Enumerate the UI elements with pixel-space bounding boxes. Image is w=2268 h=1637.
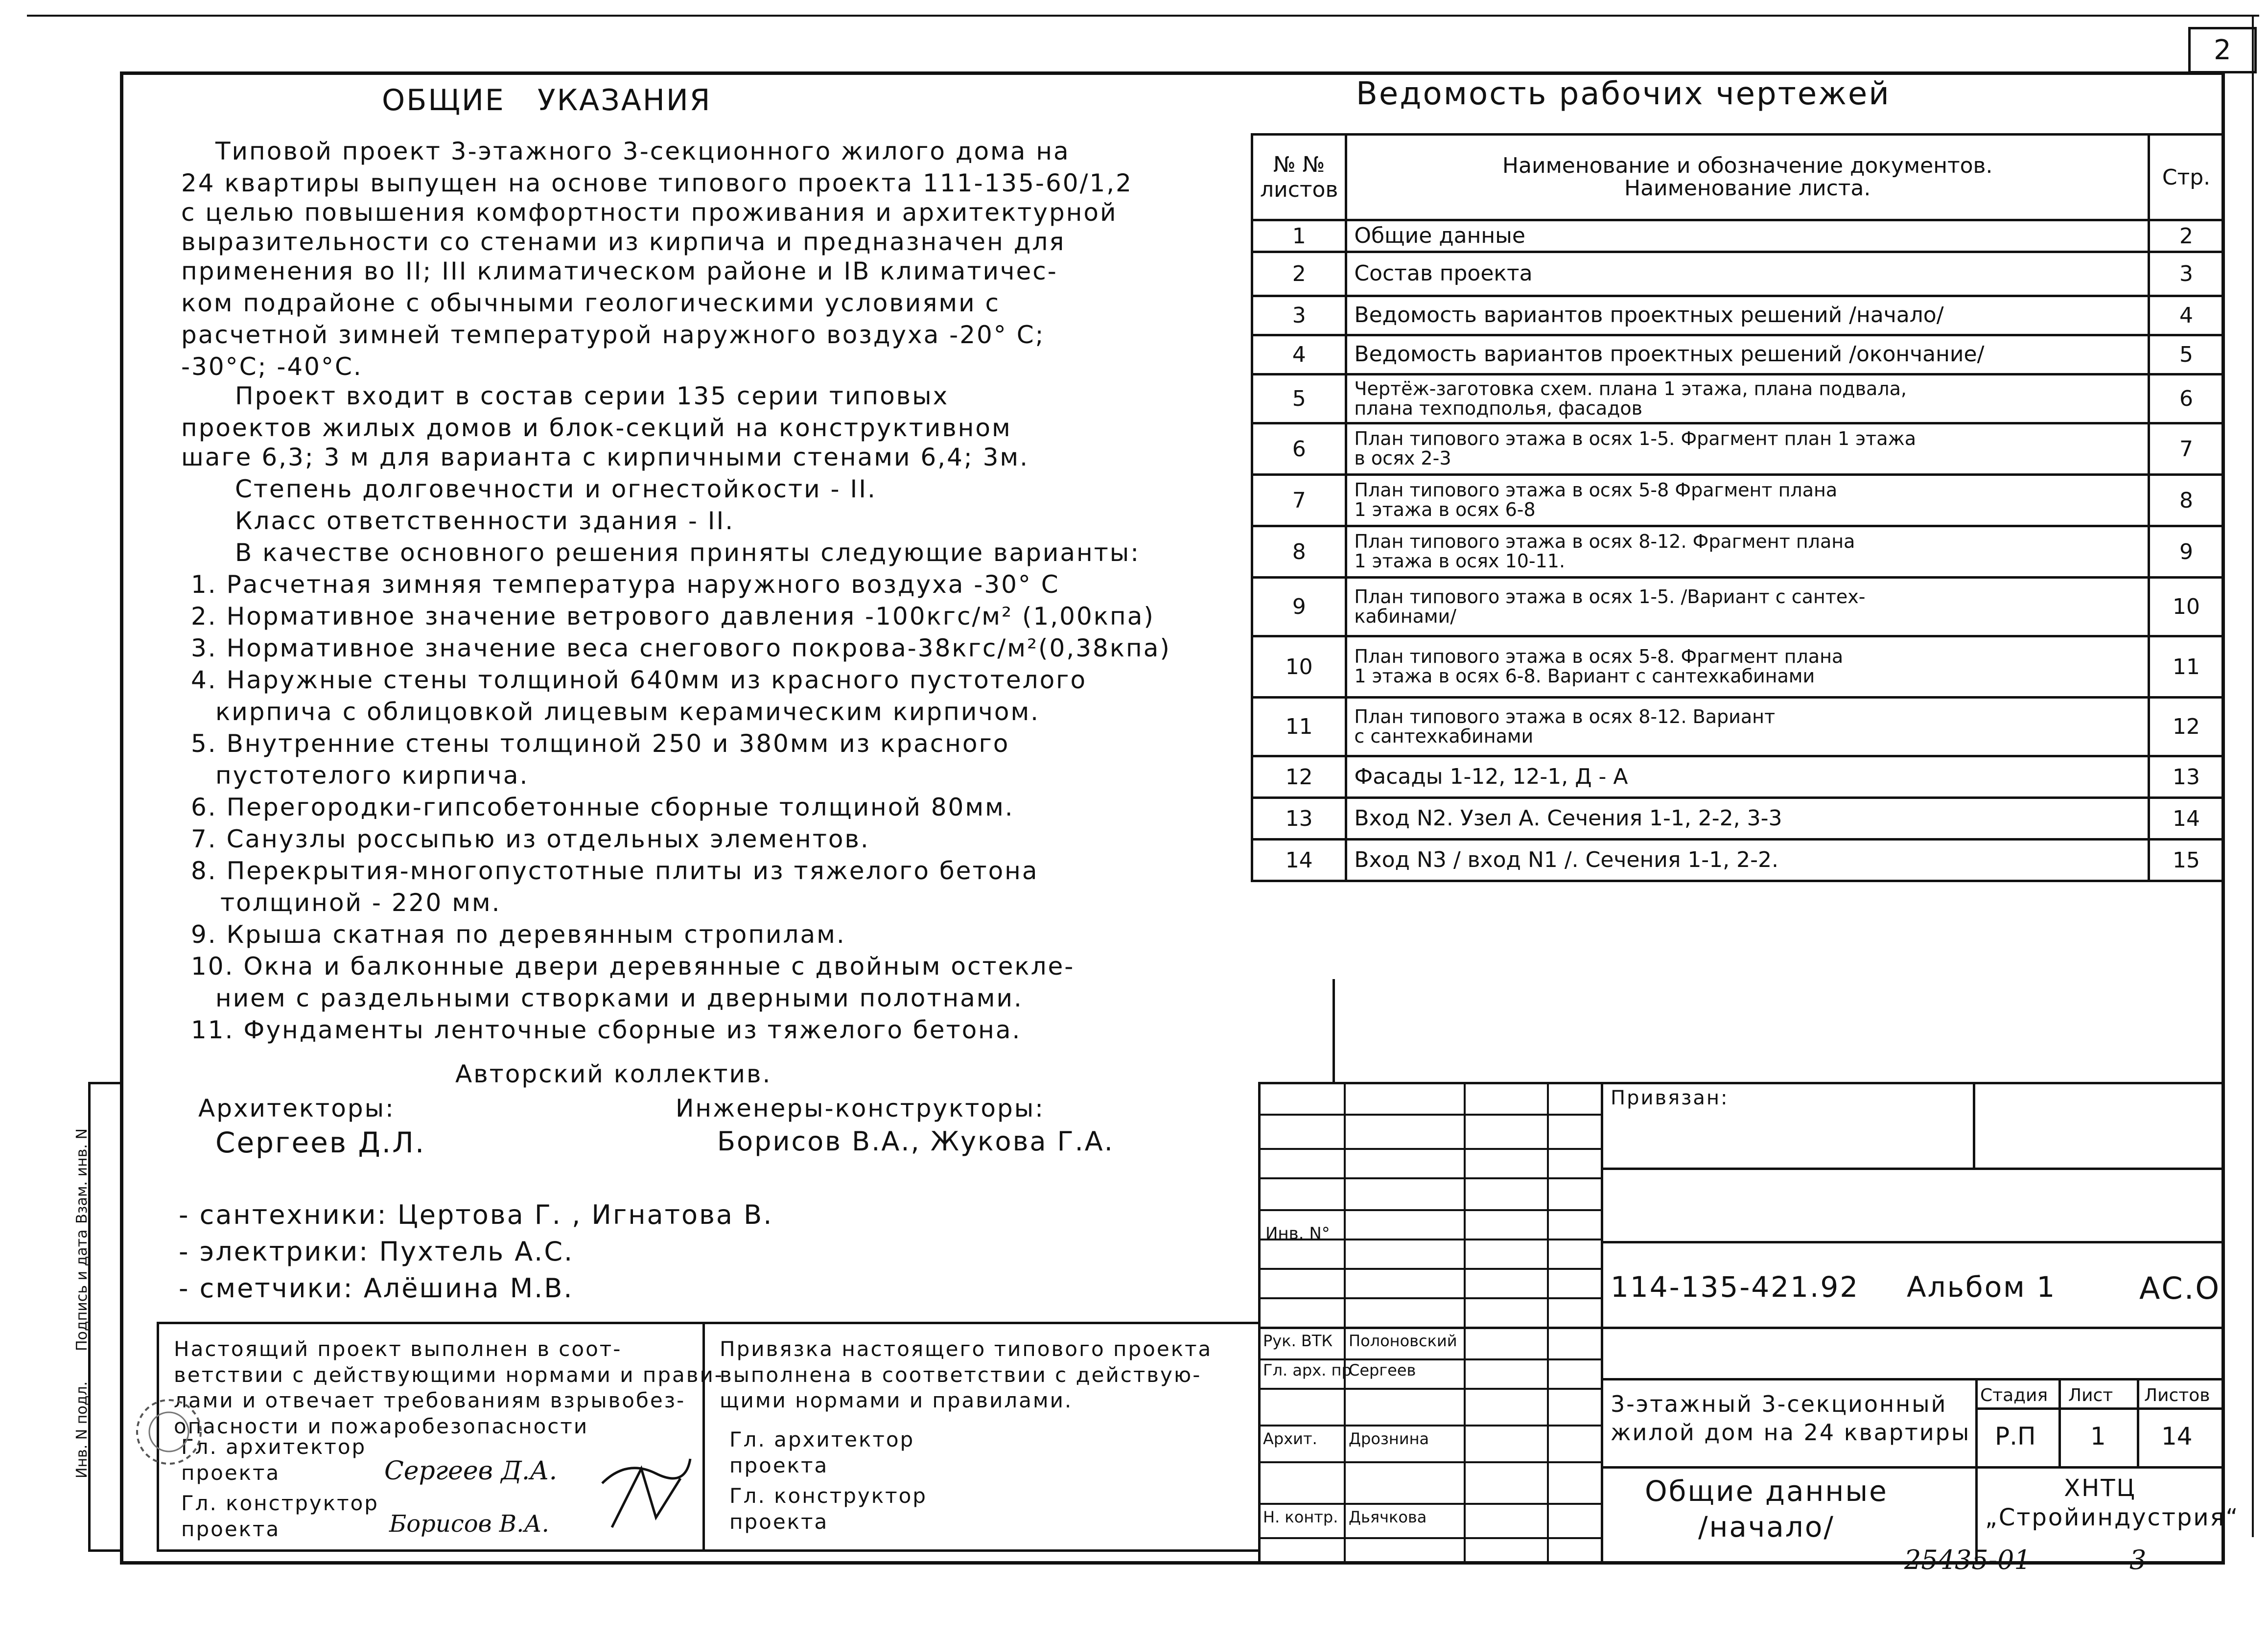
architects-name: Сергеев Д.Л. [215,1126,426,1159]
electricians-line: - электрики: Пухтель А.С. [179,1236,574,1267]
sheet-number: 6 [1252,423,1346,475]
col-header-page: Стр. [2149,135,2224,220]
album: Альбом 1 [1907,1270,2057,1304]
general-notes-line: с целью повышения комфортности проживания и архитектурной [181,198,1118,227]
sheet-list-row [1252,840,2224,881]
sheet-page: 5 [2149,335,2224,374]
general-notes-line: 5. Внутренние стены толщиной 250 и 380мм из красного [191,729,1010,758]
left-strip [88,1082,122,1552]
object-divider [1975,1378,1978,1466]
sheet-name: Фасады 1-12, 12-1, Д - А [1346,756,2149,798]
sheet-name: Вход N2. Узел А. Сечения 1-1, 2-2, 3-3 [1346,798,2149,840]
sheet-page: 12 [2149,698,2224,756]
sheet-page: 3 [2149,252,2224,296]
sheet-number: 13 [1252,798,1346,840]
general-notes-line: -30°С; -40°С. [181,352,363,381]
sheet-name: План типового этажа в осях 5-8 Фрагмент плана 1 этажа в осях 6-8 [1346,475,2149,526]
stamp-left-chief-arch-name: Сергеев Д.А. [384,1456,558,1486]
general-notes-line: 7. Санузлы россыпью из отдельных элементов. [191,825,870,853]
engineers-label: Инженеры-конструкторы: [676,1094,1045,1123]
stamp-left-chief-eng-label: Гл. конструктор проекта [181,1491,379,1541]
sheet-number: 2 [1252,252,1346,296]
general-notes-line: 9. Крыша скатная по деревянным стропилам. [191,920,846,949]
title-block-inner-v [1601,1082,1603,1564]
sheet-list-row [1252,252,2224,296]
general-notes-line: Степень долговечности и огнестойкости - II. [235,475,877,503]
sheet-page: 11 [2149,636,2224,698]
sheet-number: 11 [1252,698,1346,756]
sheet-list-row [1252,526,2224,578]
role-person: Полоновский [1349,1332,1457,1350]
role-title: Архит. [1263,1429,1317,1448]
general-notes-line: 1. Расчетная зимняя температура наружного воздуха -30° С [191,570,1060,599]
sheet-number: 4 [1252,335,1346,374]
grid-row-line [1258,1114,1601,1116]
sheet-number: 12 [1252,756,1346,798]
role-person: Дрознина [1349,1429,1429,1448]
grid-row-line [1258,1425,1601,1427]
page-number-box [2188,27,2257,73]
general-notes-line: Класс ответственности здания - II. [235,507,735,535]
stage-value: Р.П [1995,1422,2036,1450]
code-top [1601,1241,2225,1243]
sheet-value: 1 [2090,1422,2106,1450]
engineers-names: Борисов В.А., Жукова Г.А. [717,1126,1114,1157]
stamp-mid-chief-arch-label: Гл. архитектор проекта [729,1427,915,1477]
sheet-name: Общие данные [1346,220,2149,252]
sheet-page: 8 [2149,475,2224,526]
general-notes-title: ОБЩИЕ УКАЗАНИЯ [382,83,712,117]
general-notes-line: 6. Перегородки-гипсобетонные сборные толщиной 80мм. [191,793,1014,821]
sheet-name: Ведомость вариантов проектных решений /окончание/ [1346,335,2149,374]
bound-label: Привязан: [1611,1087,1729,1109]
sheet-list-table [1251,133,2225,882]
general-notes-line: ком подрайоне с обычными геологическими условиями с [181,289,1000,317]
sheet-page: 13 [2149,756,2224,798]
sheet-list-row [1252,798,2224,840]
sheet-number: 5 [1252,374,1346,423]
sheets-value: 14 [2161,1422,2193,1450]
footer-page: 3 [2129,1544,2147,1575]
sheet-list-row [1252,636,2224,698]
grid-row-line [1258,1297,1601,1299]
sheet-name: План типового этажа в осях 8-12. Вариант с сантехкабинами [1346,698,2149,756]
grid-col-line [1464,1082,1466,1564]
outer-border-right [2252,15,2254,1537]
general-notes-line: 10. Окна и балконные двери деревянные с двойным остекле- [191,952,1075,981]
sheet-list-row [1252,578,2224,636]
general-notes-line: выразительности со стенами из кирпича и предназначен для [181,228,1066,256]
sheet-name: Вход N3 / вход N1 /. Сечения 1-1, 2-2. [1346,840,2149,881]
sheet-list-row [1252,335,2224,374]
sheet-name: План типового этажа в осях 8-12. Фрагмент плана 1 этажа в осях 10-11. [1346,526,2149,578]
sheet-page: 4 [2149,296,2224,335]
stamp-seal-graphic [132,1395,206,1469]
role-person: Дьячкова [1349,1508,1427,1526]
sheet-name: Чертёж-заготовка схем. плана 1 этажа, плана подвала, плана техподполья, фасадов [1346,374,2149,423]
sheet-page: 10 [2149,578,2224,636]
sheet-list-row [1252,423,2224,475]
grid-row-line [1258,1148,1601,1150]
sheets-label: Листов [2144,1385,2210,1405]
general-notes-line: 2. Нормативное значение ветрового давления -100кгс/м² (1,00кпа) [191,602,1155,631]
general-notes-line: 8. Перекрытия-многопустотные плиты из тяжелого бетона [191,857,1039,885]
grid-col-line [1344,1082,1346,1564]
stage-divider-1 [2058,1378,2061,1466]
stamp-mid-chief-eng-label: Гл. конструктор проекта [729,1484,927,1534]
grid-row-line [1258,1461,1601,1463]
general-notes-line: кирпича с облицовкой лицевым керамическим кирпичом. [215,698,1040,726]
role-title: Гл. арх. пр [1263,1361,1352,1380]
grid-row-line [1258,1388,1601,1390]
sheet-number: 10 [1252,636,1346,698]
general-notes-line: толщиной - 220 мм. [220,889,501,917]
drawing-name: Общие данные /начало/ [1645,1474,1888,1543]
stage-mid [1975,1407,2225,1410]
page-number-top: 2 [2214,34,2231,66]
sheet-list-row [1252,756,2224,798]
sheet-name: План типового этажа в осях 1-5. Фрагмент план 1 этажа в осях 2-3 [1346,423,2149,475]
general-notes-line: Проект входит в состав серии 135 серии типовых [235,382,949,410]
sheet-list-row [1252,296,2224,335]
grid-row-line [1258,1537,1601,1539]
sheet-list-empty-col-1 [1333,979,1335,1082]
general-notes-line: 3. Нормативное значение веса снегового покрова-38кгс/м²(0,38кпа) [191,634,1171,662]
role-title: Рук. ВТК [1263,1332,1333,1350]
sheet-number: 3 [1252,296,1346,335]
sheet-list-row [1252,698,2224,756]
sheet-page: 6 [2149,374,2224,423]
doc-code: 114-135-421.92 [1611,1270,1860,1304]
general-notes-line: В качестве основного решения приняты следующие варианты: [235,538,1141,567]
outer-border-top [27,15,2259,17]
sheet-number: 8 [1252,526,1346,578]
grid-row-line [1258,1268,1601,1270]
general-notes-line: нием с раздельными створками и дверными полотнами. [215,984,1023,1012]
general-notes-line: применения во II; III климатическом районе и IВ климатичес- [181,257,1058,285]
grid-row-line [1258,1503,1601,1505]
sheet-number: 1 [1252,220,1346,252]
general-notes-line: 24 квартиры выпущен на основе типового проекта 111-135-60/1,2 [181,169,1133,197]
sheet-page: 7 [2149,423,2224,475]
sheet-name: Состав проекта [1346,252,2149,296]
general-notes-line: 4. Наружные стены толщиной 640мм из красного пустотелого [191,666,1087,694]
sheet-page: 9 [2149,526,2224,578]
stamp-mid-statement: Привязка настоящего типового проекта выполнена в соответствии с действую- щими нормами и правилами. [720,1337,1213,1412]
object-name: 3-этажный 3-секционный жилой дом на 24 квартиры [1611,1391,1971,1446]
general-notes-line: расчетной зимней температурой наружного воздуха -20° С; [181,321,1045,349]
inv-label: Инв. N° [1265,1224,1330,1243]
grid-row-line [1258,1177,1601,1179]
authors-heading: Авторский коллектив. [455,1060,772,1088]
general-notes-line: проектов жилых домов и блок-секций на конструктивном [181,414,1012,442]
code-bottom [1258,1327,2225,1329]
sheet-list-row [1252,475,2224,526]
left-strip-inv: Инв. N подл. [73,1381,91,1478]
general-notes-line: пустотелого кирпича. [215,761,529,790]
sheet-number: 7 [1252,475,1346,526]
org-name: ХНТЦ „Стройиндустрия“ [1985,1474,2240,1531]
architects-label: Архитекторы: [198,1094,395,1123]
sheet-name: План типового этажа в осях 5-8. Фрагмент плана 1 этажа в осях 6-8. Вариант с сантехкабинами [1346,636,2149,698]
stage-divider-2 [2137,1378,2139,1466]
left-strip-replace: Взам. инв. N [73,1128,91,1224]
stamp-left-chief-eng-name: Борисов В.А. [389,1510,549,1538]
drawing-top [1601,1466,2225,1469]
sheet-page: 15 [2149,840,2224,881]
role-person: Сергеев [1349,1361,1416,1380]
sheet-page: 2 [2149,220,2224,252]
footer-code: 25435-01 [1904,1544,2031,1575]
sheet-mark: АС.О [2139,1270,2221,1306]
general-notes-line: шаге 6,3; 3 м для варианта с кирпичными стенами 6,4; 3м. [181,443,1029,471]
sheet-number: 9 [1252,578,1346,636]
general-notes-line: 11. Фундаменты ленточные сборные из тяжелого бетона. [191,1016,1022,1044]
stamp-left-chief-arch-label: Гл. архитектор проекта [181,1435,367,1485]
col-header-name: Наименование и обозначение документов. Наименование листа. [1346,135,2149,220]
stage-label: Стадия [1980,1385,2048,1405]
sheet-list-title: Ведомость рабочих чертежей [1356,76,1891,112]
sheet-page: 14 [2149,798,2224,840]
stamp-left-signature-graphic [597,1439,695,1537]
grid-col-line [1547,1082,1549,1564]
col-header-num: № № листов [1252,135,1346,220]
role-title: Н. контр. [1263,1508,1338,1526]
general-notes-line: Типовой проект 3-этажного 3-секционного жилого дома на [215,137,1070,165]
sheet-name: План типового этажа в осях 1-5. /Вариант с сантех- кабинами/ [1346,578,2149,636]
stamp-left-statement: Настоящий проект выполнен в соот- ветствии с действующими нормами и прави- лами и отвечает требованиям взрывобез- опасности и пожаробезопасности [174,1337,724,1438]
sheet-label: Лист [2068,1385,2113,1405]
object-top [1601,1378,2225,1380]
sheet-name: Ведомость вариантов проектных решений /начало/ [1346,296,2149,335]
grid-row-line [1258,1209,1601,1211]
estimators-line: - сметчики: Алёшина М.В. [179,1273,574,1304]
sheet-number: 14 [1252,840,1346,881]
bound-bottom [1601,1168,2225,1170]
plumbers-line: - сантехники: Цертова Г. , Игнатова В. [179,1199,773,1230]
sheet-list-row [1252,220,2224,252]
sheet-list-header-row [1252,135,2224,220]
bound-divider [1973,1082,1975,1168]
sheet-list-row [1252,374,2224,423]
left-strip-sign: Подпись и дата [73,1229,91,1351]
grid-row-line [1258,1358,1601,1360]
